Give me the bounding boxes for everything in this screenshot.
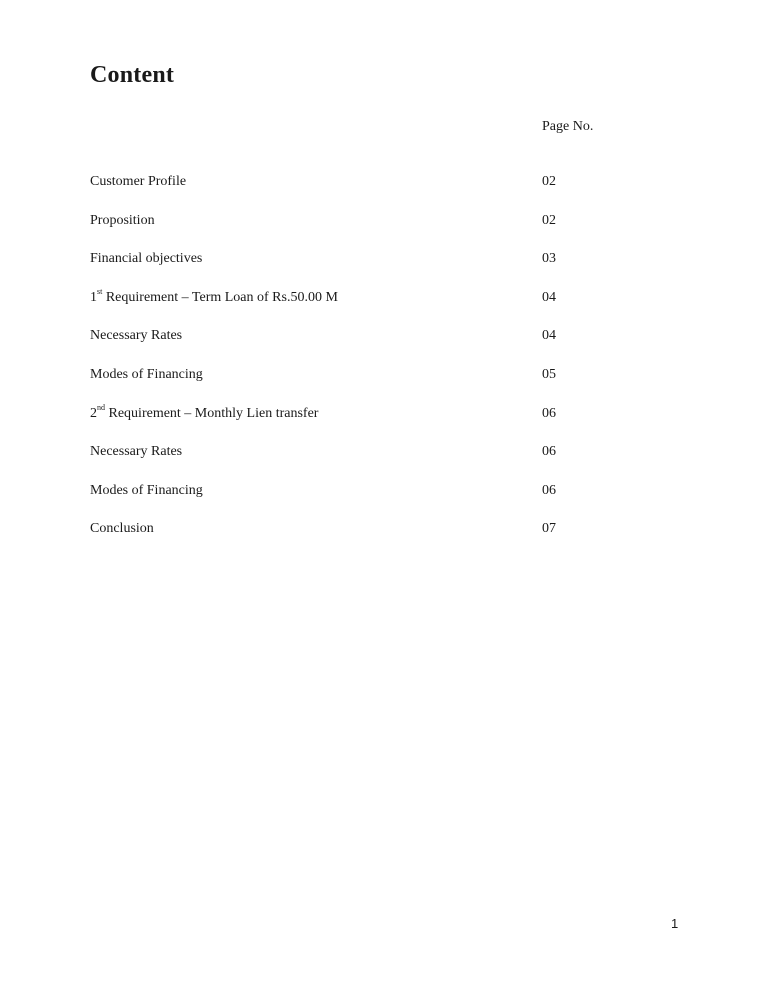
- toc-entry: [90, 443, 610, 482]
- toc-entry-label: [90, 482, 203, 500]
- toc-entry-page-number: 03: [542, 251, 556, 267]
- toc-entry-text: Requirement – Monthly Lien transfer: [105, 405, 319, 421]
- toc-entry-label: [90, 443, 182, 461]
- toc-entry-ordinal-suffix: nd: [97, 402, 105, 412]
- toc-entry-text: Modes of Financing: [90, 366, 203, 382]
- toc-entry-label: [90, 327, 182, 345]
- page-title: Content: [90, 62, 175, 88]
- toc-entry: [90, 173, 610, 212]
- toc-entry-text: Customer Profile: [90, 174, 187, 189]
- page-footer-number: 1: [671, 916, 679, 931]
- toc-entry-number: 2: [90, 405, 97, 421]
- toc-entry-label: [90, 520, 154, 538]
- page-no-column-header: Page No.: [542, 119, 594, 134]
- toc-entry: [90, 520, 610, 559]
- toc-entry-label: [90, 173, 186, 191]
- toc-entry-page-number: 02: [542, 174, 556, 189]
- toc-entry: [90, 212, 610, 251]
- toc-entry-label: [90, 212, 155, 230]
- toc-entry-page-number: 05: [542, 366, 556, 382]
- toc-entry: [90, 250, 610, 289]
- toc-entry-text: Modes of Financing: [90, 482, 203, 498]
- toc-entry: [90, 366, 610, 405]
- table-of-contents: [90, 173, 610, 559]
- toc-entry-label: [90, 250, 202, 268]
- toc-entry-label: [90, 402, 319, 423]
- toc-entry-text: Necessary Rates: [90, 444, 183, 460]
- toc-entry-page-number: 06: [542, 482, 556, 498]
- toc-entry-label: [90, 289, 338, 307]
- toc-entry-page-number: 04: [542, 328, 556, 344]
- toc-entry: [90, 482, 610, 521]
- toc-entry-label: [90, 366, 203, 384]
- toc-entry-page-number: 02: [542, 212, 556, 228]
- toc-entry-text: Requirement – Term Loan of Rs.50.00 M: [102, 289, 338, 305]
- toc-entry-text: Conclusion: [90, 521, 154, 537]
- toc-entry: [90, 327, 610, 366]
- toc-entry-ordinal-suffix: st: [97, 287, 103, 297]
- toc-entry-text: Proposition: [90, 212, 155, 228]
- toc-entry-text: Necessary Rates: [90, 328, 183, 344]
- toc-entry-page-number: 07: [542, 521, 556, 537]
- toc-entry: [90, 402, 610, 444]
- toc-entry-page-number: 04: [542, 289, 556, 305]
- toc-entry: [90, 289, 610, 328]
- toc-entry-text: Financial objectives: [90, 251, 203, 267]
- toc-entry-page-number: 06: [542, 444, 556, 460]
- toc-entry-number: 1: [90, 289, 97, 305]
- toc-entry-page-number: 06: [542, 405, 556, 421]
